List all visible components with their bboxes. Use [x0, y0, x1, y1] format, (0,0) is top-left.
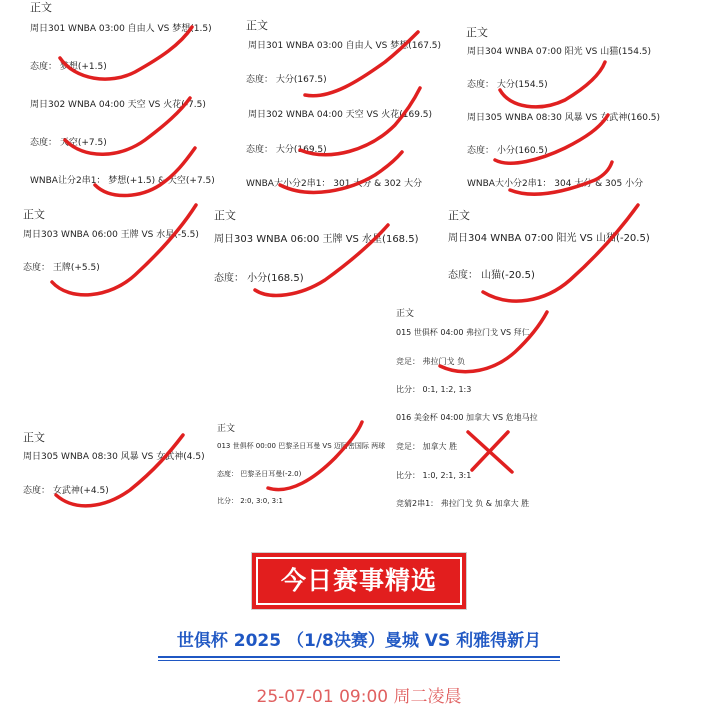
pick-line: 态度： 大分(167.5) — [246, 75, 327, 85]
pick-line: 态度： 大分(169.5) — [246, 145, 327, 155]
game-line: 周日303 WNBA 06:00 王牌 VS 水星(-5.5) — [23, 230, 199, 240]
featured-match-time: 25-07-01 09:00 周二凌晨 — [256, 687, 462, 707]
card-header: 正文 — [396, 309, 415, 319]
pick-line: 态度： 小分(160.5) — [467, 146, 548, 156]
title-underline-thin — [158, 660, 560, 661]
game-line: 周日304 WNBA 07:00 阳光 VS 山猫(-20.5) — [448, 233, 650, 244]
game-line: 013 世俱杯 00:00 巴黎圣日耳曼 VS 迈阿密国际 两球 — [217, 442, 386, 450]
title-underline — [158, 656, 560, 658]
card-header: 正文 — [246, 19, 268, 32]
bet-card-wnba-304-spread — [448, 210, 668, 290]
pick-line: 态度： 小分(168.5) — [214, 273, 304, 284]
featured-match-title: 世俱杯 2025 （1/8决赛）曼城 VS 利雅得新月 — [176, 631, 542, 651]
score-line: 比分： 2:0, 3:0, 3:1 — [217, 497, 283, 505]
banner-title: 今日赛事精选 — [256, 557, 462, 605]
card-header: 正文 — [214, 209, 236, 222]
game-line: 周日305 WNBA 08:30 风暴 VS 女武神(160.5) — [467, 113, 661, 123]
pick-line: 竞足： 加拿大 胜 — [396, 442, 458, 451]
bet-card-wnba-spread — [30, 0, 240, 200]
card-header: 正文 — [448, 209, 470, 222]
game-line: 周日302 WNBA 04:00 天空 VS 火花(169.5) — [248, 110, 433, 120]
game-line: 周日301 WNBA 03:00 自由人 VS 梦想(167.5) — [248, 41, 442, 51]
pick-line: 态度： 女武神(+4.5) — [23, 486, 109, 496]
pick-line: 态度： 王牌(+5.5) — [23, 263, 100, 273]
bet-card-club-world-cup-013 — [217, 425, 392, 510]
score-line: 比分： 0:1, 1:2, 1:3 — [396, 385, 472, 394]
game-line: 周日304 WNBA 07:00 阳光 VS 山猫(154.5) — [467, 47, 652, 57]
pick-line: 态度： 山猫(-20.5) — [448, 270, 535, 281]
pick-line: 态度： 巴黎圣日耳曼(-2.0) — [217, 470, 302, 478]
bet-card-football — [396, 310, 596, 510]
bet-card-wnba-305-spread — [23, 432, 213, 502]
parlay-line: 竞猜2串1： 弗拉门戈 负 & 加拿大 胜 — [396, 499, 530, 508]
card-header: 正文 — [30, 1, 52, 14]
game-line: 周日305 WNBA 08:30 风暴 VS 女武神(4.5) — [23, 452, 205, 462]
score-line: 比分： 1:0, 2:1, 3:1 — [396, 471, 472, 480]
parlay-line: WNBA大小分2串1： 304 大分 & 305 小分 — [467, 179, 644, 189]
pick-line: 态度： 天空(+7.5) — [30, 138, 107, 148]
game-line: 周日302 WNBA 04:00 天空 VS 火花(-7.5) — [30, 100, 206, 110]
bet-card-wnba-totals — [246, 20, 461, 200]
game-line: 周日303 WNBA 06:00 王牌 VS 水星(168.5) — [214, 234, 419, 245]
bet-card-wnba-303-spread — [23, 209, 203, 279]
todays-picks-banner — [252, 553, 466, 609]
card-header: 正文 — [23, 431, 45, 444]
bet-card-wnba-totals-2 — [466, 27, 691, 197]
game-line: 016 美金杯 04:00 加拿大 VS 危地马拉 — [396, 413, 538, 422]
card-header: 正文 — [217, 424, 236, 434]
pick-line: 竞足： 弗拉门戈 负 — [396, 357, 466, 366]
parlay-line: WNBA让分2串1： 梦想(+1.5) & 天空(+7.5) — [30, 176, 215, 186]
pick-line: 态度： 大分(154.5) — [467, 80, 548, 90]
card-header: 正文 — [466, 26, 488, 39]
card-header: 正文 — [23, 208, 45, 221]
game-line: 周日301 WNBA 03:00 自由人 VS 梦想(1.5) — [30, 24, 212, 34]
parlay-line: WNBA大小分2串1： 301 大分 & 302 大分 — [246, 179, 423, 189]
game-line: 015 世俱杯 04:00 弗拉门戈 VS 拜仁 — [396, 328, 530, 337]
pick-line: 态度： 梦想(+1.5) — [30, 62, 107, 72]
bet-card-wnba-303-total — [214, 210, 434, 290]
